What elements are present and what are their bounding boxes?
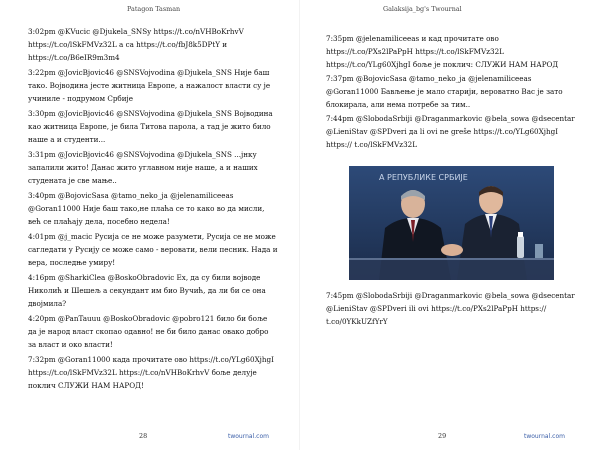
tweet-entry: 4:20pm @PanTauuu @BoskoObradovic @pobro121 било би боље да је народ власт скопао одавно! не би било данас овако добро за власт и око власти! [28, 314, 269, 349]
tweet-entry: 3:22pm @JovicBjovic46 @SNSVojvodina @Djukela_SNS Није баш тако. Војводина јесте житница Европе, а нажалост власти су је учиниле - подрумом Србије [28, 68, 271, 103]
tweet-entry: 7:44pm @SlobodaSrbiji @Draganmarkovic @bela_sowa @dsecentar @LieniStav @SPDveri да li ovi ne greše https://t.co/YLg60XjhgI https:// t.co/lSkFMVz32L [326, 114, 575, 149]
left-running-head: Patagon Tasman [127, 5, 181, 13]
backdrop-text: А РЕПУБЛИКЕ СРБИЈЕ [379, 173, 468, 182]
right-site-link[interactable]: twournal.com [524, 433, 565, 440]
tweet-entry: 7:45pm @SlobodaSrbiji @Draganmarkovic @bela_sowa @dsecentar @LieniStav @SPDveri ili ovi https://t.co/PXs2lPaPpH https:// t.co/0YKkUZfYrY [326, 291, 575, 326]
news-photo [349, 166, 554, 280]
tweet-entry: 3:30pm @JovicBjovic46 @SNSVojvodina @Djukela_SNS Војводина као житница Европе, је била Титова парола, а тад је жито било наше а и студенти... [28, 109, 273, 144]
tweet-entry: 4:16pm @SharkiClea @BoskoObradovic Ех, да су били војводе Николић и Шешељ а секундант им био Вучић, да ли би се она двојмила? [28, 273, 266, 308]
left-site-link[interactable]: twournal.com [228, 433, 269, 440]
tweet-entry: 7:35pm @jelenamiliceeas и кад прочитате ово https://t.co/PXs2lPaPpH https://t.co/lSkFMVz32L https://t.co/YLg60XjhgI боље је поклич: СЛУЖИ НАМ НАРОД [326, 34, 559, 69]
tweet-entry: 3:02pm @KVucic @Djukela_SNSy https://t.co/nVHBoKrhvV https://t.co/lSkFMVz32L а са https://t.co/fbJ8k5DPtY и https://t.co/B6eIR9m3m4 [28, 27, 244, 62]
tweet-entry: 7:37pm @BojovicSasa @tamo_neko_ja @jelenamiliceeas @Goran11000 Бављење је мало старији, вероватно Вас је зато блокирала, али нема потребе за тим.. [326, 74, 563, 109]
right-page-text-after-photo [326, 289, 582, 329]
tweet-entry: 4:01pm @j_macic Русија се не може разумети, Русија се не може сагледати у Русију се може само - веровати, вели песник. Нада и вера, последње умиру! [28, 232, 278, 267]
right-page [300, 0, 600, 450]
left-page-number: 28 [139, 432, 148, 440]
handshake-photo-illustration [349, 166, 554, 280]
right-page-text [326, 32, 582, 152]
tweet-entry: 7:32pm @Goran11000 када прочитате ово https://t.co/YLg60XjhgI https://t.co/lSkFMVz32L https://t.co/nVHBoKrhvV боље делује поклич СЛУЖИ НАМ НАРОД! [28, 355, 274, 390]
tweet-entry: 3:31pm @JovicBjovic46 @SNSVojvodina @Djukela_SNS ...јнку запалили жито! Данас жито углавном није наше, а и наших студената је све мање.. [28, 150, 258, 185]
left-page-text [28, 25, 278, 394]
right-page-number: 29 [438, 432, 447, 440]
right-running-head: Galaksija_bg's Twournal [383, 5, 462, 13]
tweet-entry: 3:40pm @BojovicSasa @tamo_neko_ja @jelenamiliceeas @Goran11000 Није баш тако,не плаћа се то како во да мисли, већ се плаћају дела, посебно недела! [28, 191, 265, 226]
